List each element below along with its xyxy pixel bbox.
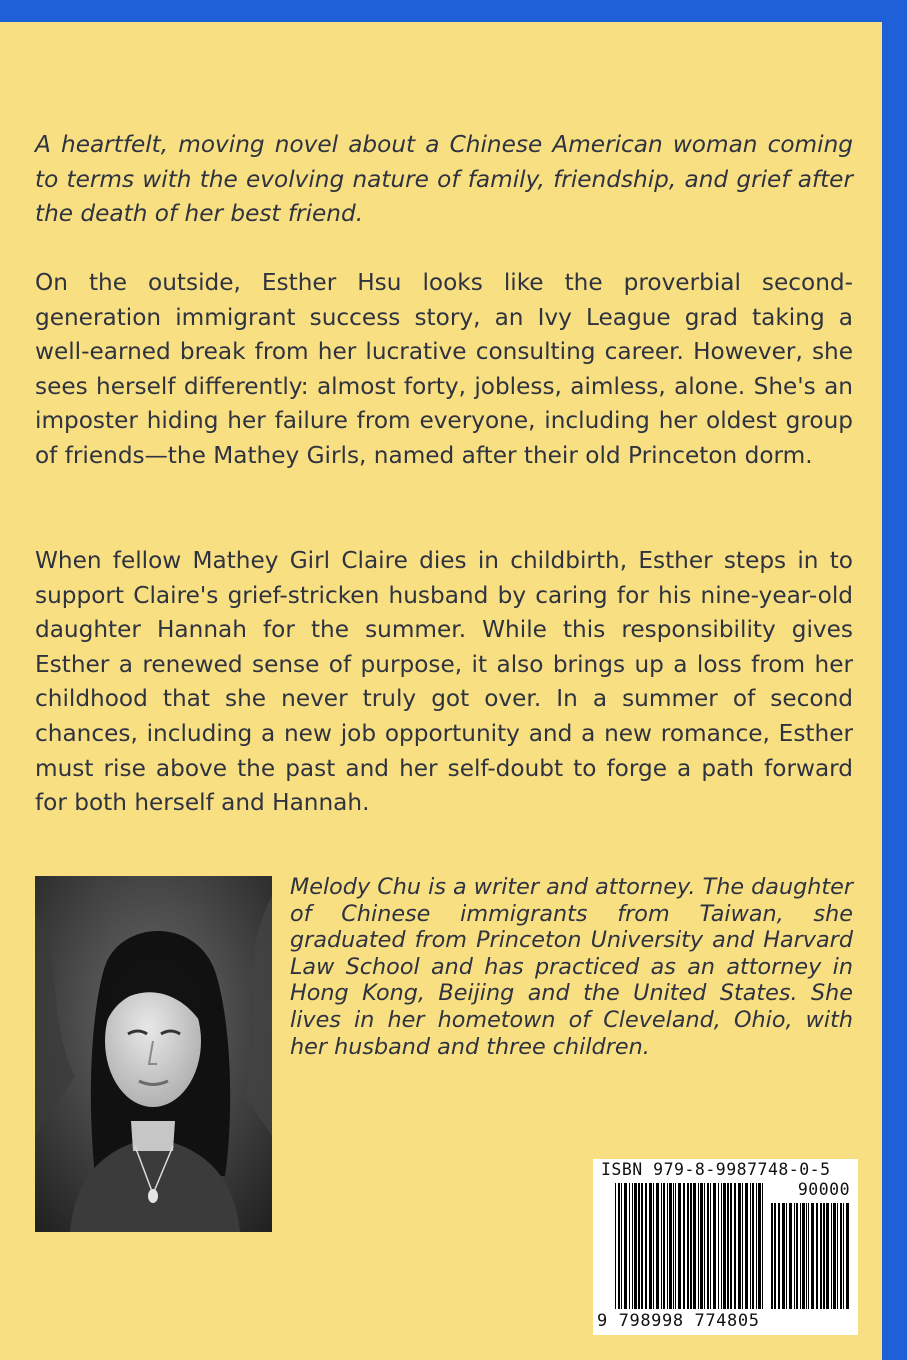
barcode-bar [734, 1183, 736, 1309]
barcode-bar [632, 1183, 633, 1309]
barcode-bar [707, 1183, 709, 1309]
barcode-bar [738, 1183, 741, 1309]
barcode-bar [615, 1183, 616, 1309]
barcode-bar [800, 1203, 801, 1309]
barcode-bar [816, 1203, 818, 1309]
barcode-bar [645, 1183, 647, 1309]
barcode-bar [667, 1183, 668, 1309]
barcode-bar [752, 1183, 754, 1309]
barcode-bar [663, 1183, 665, 1309]
barcode-bar [683, 1183, 685, 1309]
barcode-bar [823, 1203, 825, 1309]
barcode-bar [730, 1183, 732, 1309]
barcode-bar [700, 1183, 703, 1309]
barcode-bar [710, 1183, 711, 1309]
barcode-bar [774, 1203, 776, 1309]
barcode-bar [820, 1203, 822, 1309]
barcode-bar [721, 1183, 722, 1309]
barcode-bar [634, 1183, 637, 1309]
barcode-bar [629, 1183, 630, 1309]
barcode-bar [843, 1203, 844, 1309]
author-photo [35, 876, 272, 1232]
barcode-bar [808, 1203, 809, 1309]
barcode-bar [745, 1183, 748, 1309]
barcode-bar [673, 1183, 674, 1309]
barcode-bar [796, 1203, 798, 1309]
barcode-bar [718, 1183, 719, 1309]
barcode-bar [656, 1183, 659, 1309]
barcode-bar [742, 1183, 743, 1309]
barcode-bar [621, 1183, 622, 1309]
tagline: A heartfelt, moving novel about a Chinese American woman coming to terms with the evolving nature of family, friendship, and grief after the death of her best friend. [35, 131, 853, 228]
barcode-bar [618, 1183, 620, 1309]
barcode-bar [727, 1183, 729, 1309]
barcode-bar [638, 1183, 640, 1309]
barcode-bar [750, 1183, 751, 1309]
barcode-bar [653, 1183, 654, 1309]
barcode-bar [762, 1183, 763, 1309]
barcode-bar [826, 1203, 829, 1309]
barcode-bar [649, 1183, 652, 1309]
barcode-bar [641, 1183, 643, 1309]
barcode-bar [624, 1183, 627, 1309]
barcode-bar [782, 1203, 785, 1309]
barcode-bar [758, 1183, 761, 1309]
barcode-bar [789, 1203, 792, 1309]
barcode-bar [833, 1203, 836, 1309]
barcode-bar [778, 1203, 780, 1309]
barcode-bar [794, 1203, 795, 1309]
synopsis-paragraph-2: When fellow Mathey Girl Claire dies in childbirth, Esther steps in to support Claire's grief-stricken husband by caring for his nine-year-old daughter Hannah for the summer. While this responsibility gives Esther a renewed sense of purpose, it also brings up a loss from her childhood that she never truly got over. In a summer of second chances, including a new job opportunity and a new romance, Esther must rise above the past and her self-doubt to forge a path forward for both herself and Hannah. [35, 547, 853, 817]
price-code: 90000 [797, 1180, 850, 1199]
back-cover [0, 22, 882, 1360]
barcode-bar [802, 1203, 805, 1309]
barcode-bar [713, 1183, 716, 1309]
isbn-label: ISBN 979-8-9987748-0-5 [601, 1160, 831, 1179]
barcode-bar [693, 1183, 696, 1309]
barcode-bar [704, 1183, 705, 1309]
barcode-bar [806, 1203, 807, 1309]
barcode-bar [698, 1183, 699, 1309]
barcode-bar [687, 1183, 689, 1309]
author-portrait-image [35, 876, 272, 1232]
isbn-barcode [593, 1159, 858, 1335]
barcode-bar [837, 1203, 838, 1309]
barcode-bar [675, 1183, 676, 1309]
author-bio: Melody Chu is a writer and attorney. The daughter of Chinese immigrants from Taiwan, she graduated from Princeton University and Harvard Law School and has practiced as an attorney in Hong Kong, Beijing and the United States. She lives in her hometown of Cleveland, Ohio, with her husband and three children. [290, 874, 854, 1060]
barcode-bar [786, 1203, 787, 1309]
ean-digits: 9 798998 774805 [597, 1311, 760, 1331]
barcode-bar [831, 1203, 832, 1309]
barcode-bar [690, 1183, 692, 1309]
barcode-bar [661, 1183, 662, 1309]
barcode-bar [811, 1203, 814, 1309]
barcode-bar [756, 1183, 757, 1309]
barcode-bar [678, 1183, 681, 1309]
barcode-bar [771, 1203, 773, 1309]
barcode-bar [723, 1183, 726, 1309]
barcode-bars [593, 1159, 858, 1335]
barcode-bar [840, 1203, 842, 1309]
synopsis-paragraph-1: On the outside, Esther Hsu looks like the proverbial second-generation immigrant success story, an Ivy League grad taking a well-earned break from her lucrative consulting career. However, she sees herself differently: almost forty, jobless, aimless, alone. She's an imposter hiding her failure from everyone, including her oldest group of friends—the Mathey Girls, named after their old Princeton dorm. [35, 269, 853, 469]
barcode-bar [846, 1203, 849, 1309]
barcode-bar [669, 1183, 672, 1309]
